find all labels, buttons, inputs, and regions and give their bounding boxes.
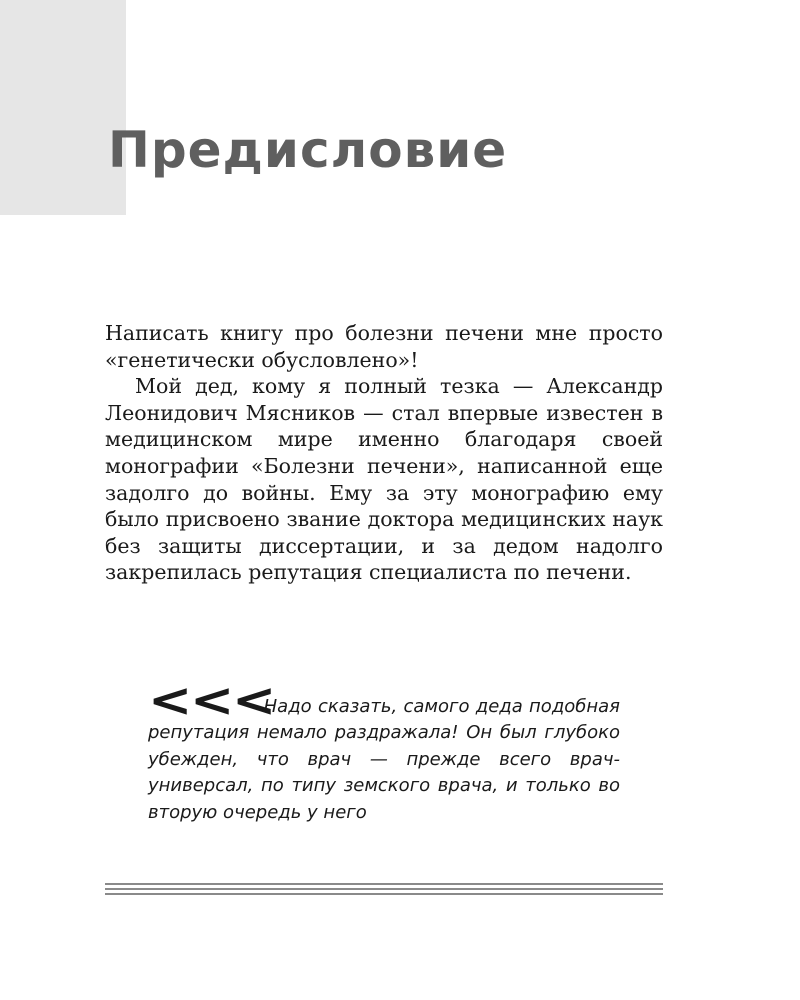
quote-chevrons-icon: <<< xyxy=(148,673,275,727)
bottom-divider-lines xyxy=(105,883,663,898)
pull-quote-text: Надо сказать, самого деда подобная репутация немало раздражала! Он был глубоко убежден, что врач — прежде всего врач-универсал, по типу земского врача, и только во вторую очередь у него xyxy=(148,696,620,823)
divider-line xyxy=(105,883,663,885)
page-title: Предисловие xyxy=(108,121,508,179)
pull-quote xyxy=(148,673,620,826)
paragraph-1: Написать книгу про болезни печени мне просто «генетически обусловлено»! xyxy=(105,321,663,372)
paragraph-2: Мой дед, кому я полный тезка — Александр Леонидович Мясников — стал впервые известен в медицинском мире именно благодаря своей монографии «Болезни печени», написанной еще задолго до войны. Ему за эту монографию ему было присвоено звание доктора медицинских наук без защиты диссертации, и за дедом надолго закрепилась репутация специалиста по печени. xyxy=(105,374,663,585)
divider-line xyxy=(105,888,663,890)
divider-line xyxy=(105,893,663,895)
body-text xyxy=(105,320,663,586)
corner-decoration-block xyxy=(0,0,126,215)
